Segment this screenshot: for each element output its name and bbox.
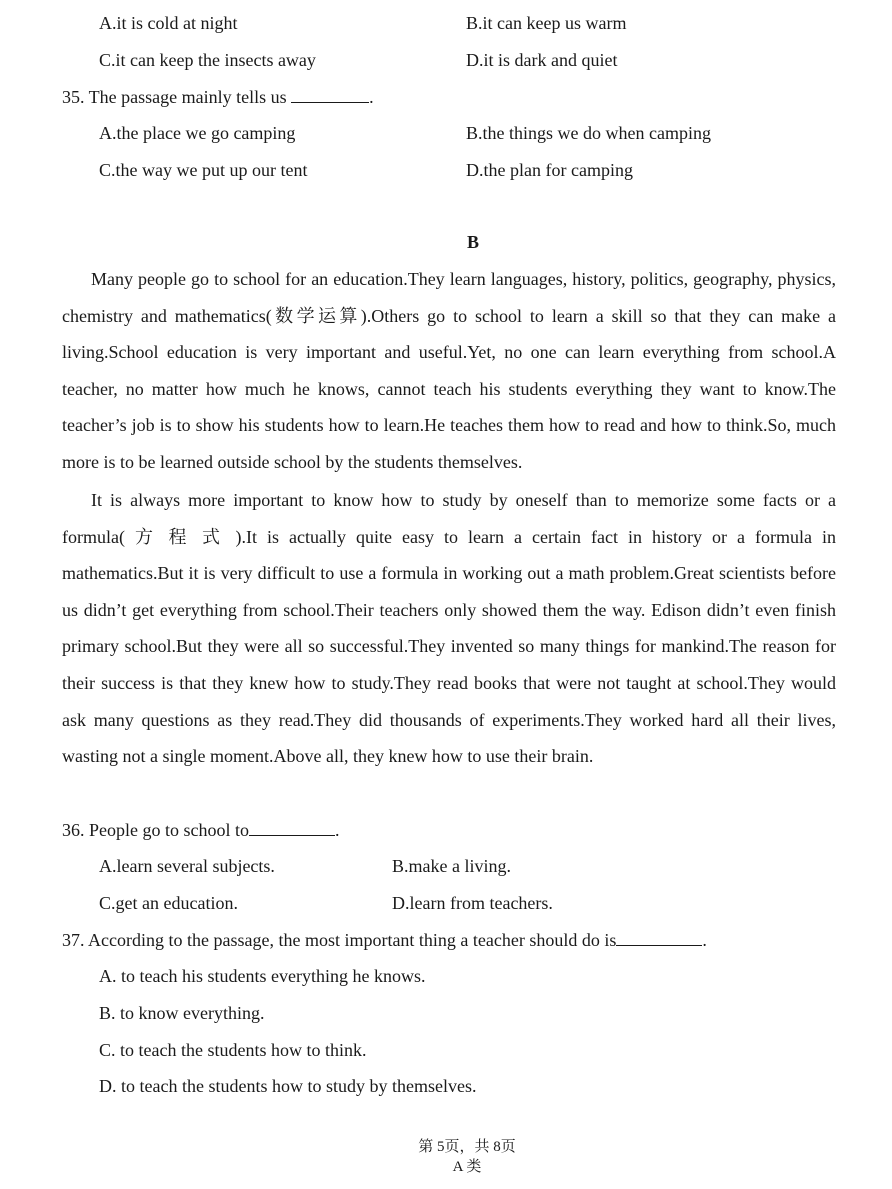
q37-option-c: C. to teach the students how to think.: [99, 1040, 367, 1060]
q37-option-d: D. to teach the students how to study by themselves.: [99, 1076, 477, 1096]
answer-blank: [291, 86, 369, 103]
q36-option-b: B.make a living.: [392, 856, 511, 876]
page-number: 第 5页，共 8页: [418, 1139, 516, 1155]
answer-blank: [616, 929, 702, 946]
q34-option-b: B.it can keep us warm: [466, 13, 627, 33]
paper-type: A 类: [452, 1159, 482, 1175]
q34-option-a: A.it is cold at night: [99, 13, 238, 33]
q35-option-b: B.the things we do when camping: [466, 123, 711, 143]
q36-option-d: D.learn from teachers.: [392, 893, 553, 913]
question-37: 37. According to the passage, the most important thing a teacher should do is .: [62, 930, 707, 950]
q35-option-c: C.the way we put up our tent: [99, 160, 308, 180]
question-36-stem: 36. People go to school to: [62, 820, 249, 840]
q36-option-a: A.learn several subjects.: [99, 856, 275, 876]
q34-option-c: C.it can keep the insects away: [99, 50, 316, 70]
question-37-stem: 37. According to the passage, the most important thing a teacher should do is: [62, 930, 617, 950]
q35-option-d: D.the plan for camping: [466, 160, 633, 180]
question-35-stem: 35. The passage mainly tells us: [62, 87, 292, 107]
q34-option-d: D.it is dark and quiet: [466, 50, 618, 70]
q37-option-a: A. to teach his students everything he knows.: [99, 966, 426, 986]
passage-paragraph-1: Many people go to school for an education.They learn languages, history, politics, geography, physics, chemistry and mathematics(数学运算).Others go to school to learn a skill so that they can make a living.School education is very important and useful.Yet, no one can learn everything from school.A teacher, no matter how much he knows, cannot teach his students everything they want to know.The teacher’s job is to show his students how to learn.He teaches them how to read and how to think.So, much more is to be learned outside school by the students themselves.: [62, 269, 836, 472]
question-35: 35. The passage mainly tells us .: [62, 87, 374, 107]
section-heading: B: [466, 232, 479, 252]
answer-blank: [249, 819, 335, 836]
passage-paragraph-2: It is always more important to know how to study by oneself than to memorize some facts or a formula( 方 程 式 ).It is actually quite easy to learn a certain fact in history or a formula in mathematics.But it is very difficult to use a formula in working out a math problem.Great scientists before us didn’t get everything from school.Their teachers only showed them the way. Edison didn’t even finish primary school.But they were all so successful.They invented so many things for mankind.The reason for their success is that they knew how to study.They read books that were not taught at school.They would ask many questions as they read.They did thousands of experiments.They worked hard all their lives, wasting not a single moment.Above all, they knew how to use their brain.: [62, 490, 836, 767]
q35-option-a: A.the place we go camping: [99, 123, 296, 143]
question-36: 36. People go to school to .: [62, 820, 340, 840]
q36-option-c: C.get an education.: [99, 893, 238, 913]
q37-option-b: B. to know everything.: [99, 1003, 265, 1023]
